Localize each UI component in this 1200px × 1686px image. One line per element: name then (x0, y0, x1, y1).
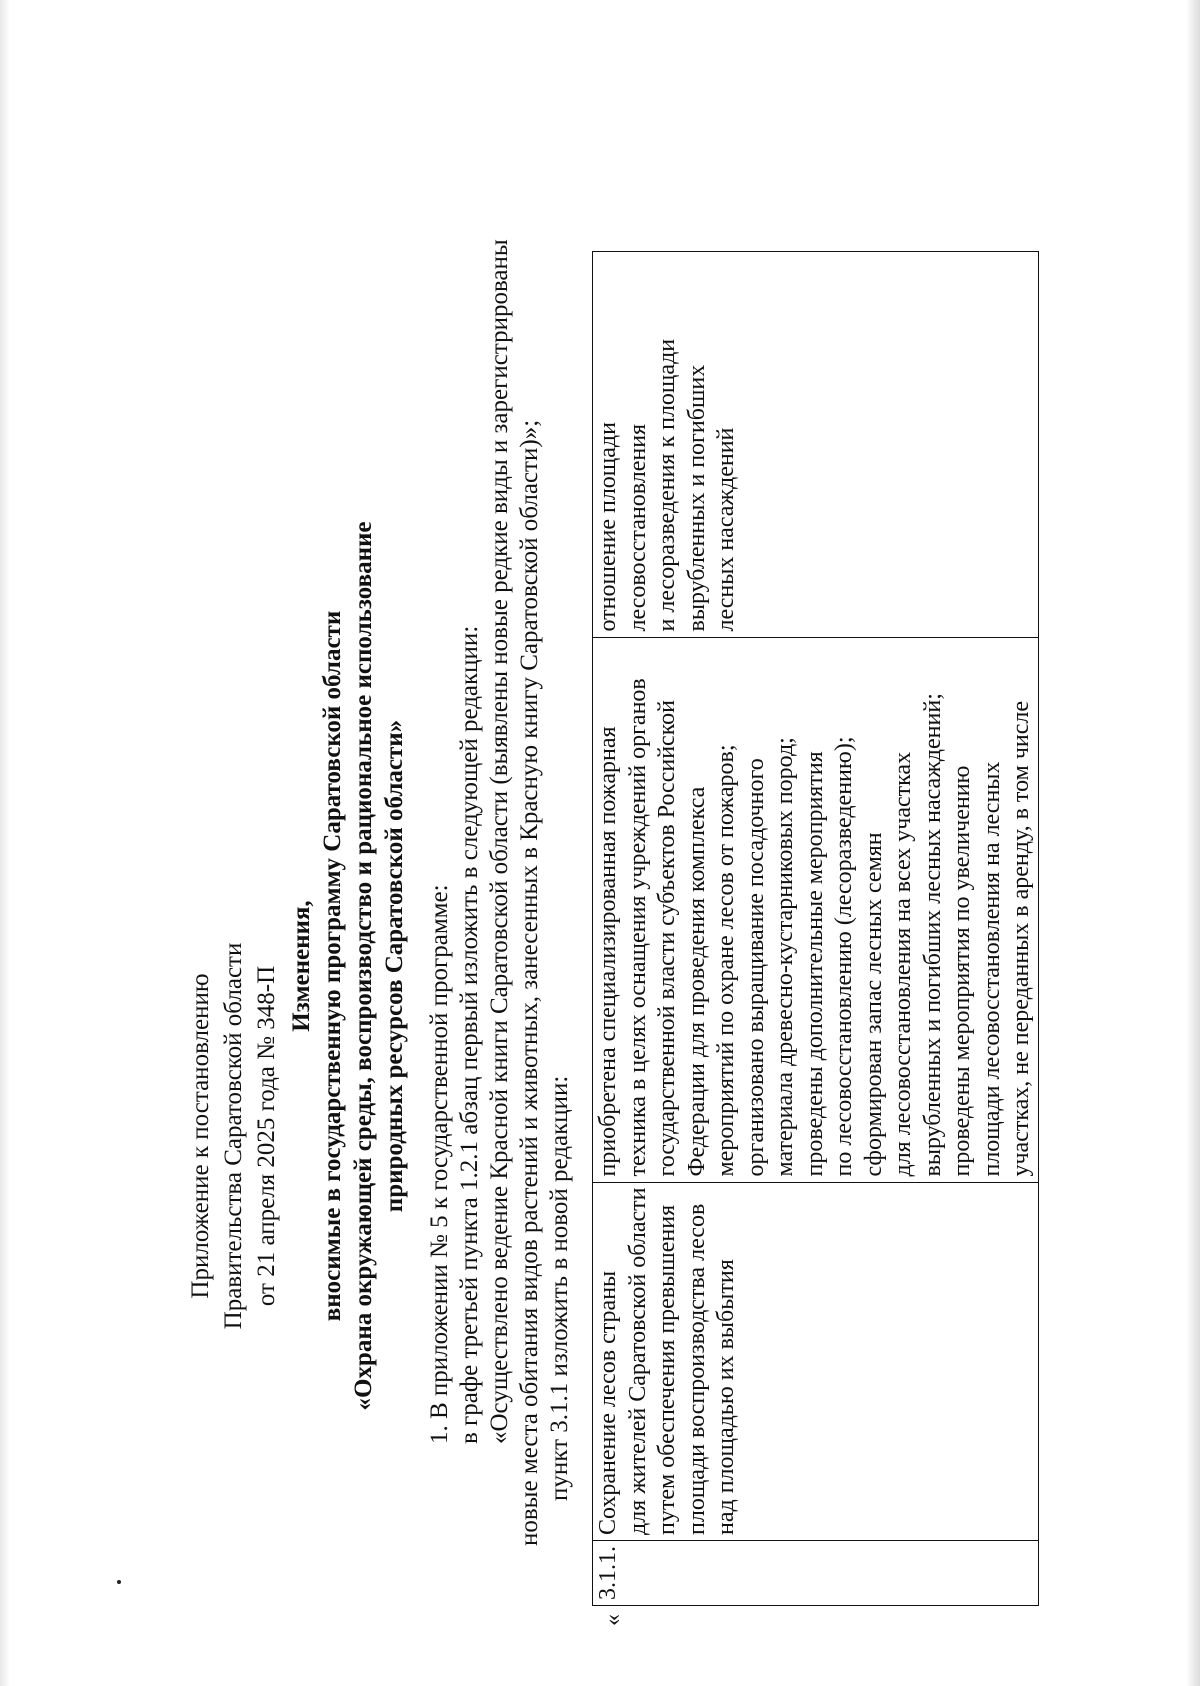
indicator-line: отношение площади (595, 422, 621, 632)
result-line: материала древесно-кустарниковых пород; (772, 737, 798, 1177)
indicator-line: лесных насаждений (713, 427, 739, 632)
indicator-line: и лесоразведения к площади (654, 338, 680, 632)
cell-results (593, 637, 1039, 1182)
approval-header (184, 786, 283, 1486)
header-line-1: Приложение к постановлению (187, 973, 214, 1299)
result-line: для лесовосстановления на всех участках (890, 751, 916, 1177)
result-line: Федерации для проведения комплекса (683, 786, 710, 1177)
title-line-2: вносимые в государственную программу Саратовской области (319, 610, 346, 1322)
paragraph-1: 1. В приложении № 5 к государственной программе: (426, 884, 453, 1444)
result-line: проведены мероприятия по увеличению (949, 765, 975, 1177)
cell-number (593, 1541, 1039, 1606)
indicator-line: лесовосстановления (624, 423, 651, 632)
item-number: 3.1.1. (595, 1546, 621, 1600)
title-line-1: Изменения, (288, 900, 315, 1032)
opening-quote: « (600, 1614, 626, 1626)
result-line: проведены дополнительные мероприятия (801, 751, 828, 1177)
result-line: приобретена специализированная пожарная (595, 726, 621, 1177)
title-line-4: природных ресурсов Саратовской области» (381, 719, 408, 1213)
result-line: государственной власти субъектов Российской (654, 700, 680, 1177)
paragraph-4: пункт 3.1.1 изложить в новой редакции: (546, 1075, 573, 1501)
result-line: вырубленных и погибших лесных насаждений; (919, 693, 946, 1177)
task-line: для жителей Саратовской области (624, 1187, 651, 1535)
program-table (592, 251, 1039, 1606)
header-line-3: от 21 апреля 2025 года № 348-П (253, 965, 280, 1307)
title-line-3: «Охрана окружающей среды, воспроизводство и рациональное использование (350, 521, 377, 1411)
result-line: по лесовосстановлению (лесоразведению); (831, 736, 857, 1177)
result-line: техника в целях оснащения учреждений органов (624, 678, 651, 1177)
paragraph-2: в графе третьей пункта 1.2.1 абзац первый изложить в следующей редакции: (456, 625, 483, 1444)
indicator-line: вырубленных и погибших (683, 364, 710, 632)
paragraph-3b: новые места обитания видов растений и животных, занесенных в Красную книгу Саратовской области)»; (516, 419, 543, 1546)
header-line-2: Правительства Саратовской области (220, 942, 247, 1330)
result-line: площади лесовосстановления на лесных (978, 761, 1005, 1177)
task-line: площади воспроизводства лесов (683, 1203, 710, 1535)
result-line: сформирован запас лесных семян (860, 832, 887, 1177)
body-text (425, 26, 575, 1546)
task-line: над площадью их выбытия (713, 1259, 739, 1535)
cell-task (593, 1182, 1039, 1540)
table-row (593, 251, 1039, 1605)
task-line: путем обеспечения превышения (654, 1204, 680, 1535)
paragraph-3a: «Осуществлено ведение Красной книги Саратовской области (выявлены новые редкие виды и зарегистрированы (486, 239, 513, 1444)
result-line: организовано выращивание посадочного (742, 758, 769, 1177)
cell-indicator (593, 251, 1039, 637)
document-title (286, 416, 410, 1516)
task-line: Сохранение лесов страны (595, 1270, 621, 1535)
result-line: мероприятий по охране лесов от пожаров; (713, 744, 739, 1177)
result-line: участках, не переданных в аренду, в том числе (1008, 700, 1034, 1177)
